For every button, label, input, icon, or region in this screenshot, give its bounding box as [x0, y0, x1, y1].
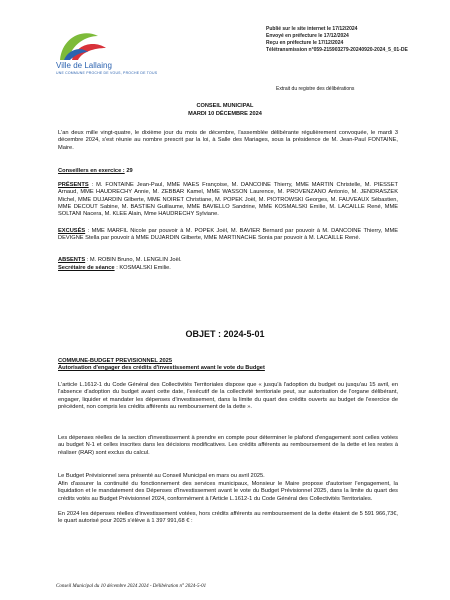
- excuses-label: EXCUSÉS: [58, 228, 86, 234]
- register-extract-label: Extrait du registre des délibérations: [276, 86, 355, 92]
- council-header: [0, 102, 450, 118]
- presents-label: PRÉSENTS: [58, 182, 89, 188]
- secretaire-label: Secrétaire de séance: [58, 265, 115, 271]
- absents-label: ABSENTS: [58, 257, 86, 263]
- stamp-line-transmission: Télétransmission n°059-215903279-20240920-2024_5_01-DE: [266, 47, 408, 53]
- council-date: MARDI 10 DÉCEMBRE 2024: [188, 111, 262, 117]
- city-logo: [52, 26, 112, 94]
- subject-subtitle: Autorisation d'engager des crédits d'investissement avant le vote du Budget: [58, 365, 265, 372]
- stamp-line-received: Reçu en préfecture le 17/12/2024: [266, 40, 344, 46]
- intro-paragraph: L'an deux mille vingt-quatre, le dixième jour du mois de décembre, l'assemblée délibérante régulièrement convoquée, le mardi 3 décembre 2024, s'est réunie au nombre prescrit par la loi, à Salle des Mariages, sous la présidence de M. Jean-Paul FONTAINE, Maire.: [58, 130, 398, 151]
- logo-tagline: UNE COMMUNE PROCHE DE VOUS, PROCHE DE TOUS: [56, 71, 158, 75]
- subject-block: [58, 358, 398, 373]
- presents-paragraph: [58, 182, 398, 218]
- excuses-paragraph: [58, 228, 398, 243]
- excuses-text: : MME MARFIL Nicole par pouvoir à M. POPEK Joël, M. BAVIER Bernard par pouvoir à M. DANCOINE Thierry, MME DEVIGNE Stella par pouvoir à MME DUJARDIN Gilberte, MME MARTINACHE Sonia par pouvoir à M. LACAILLE René.: [58, 228, 398, 242]
- amount-paragraph: En 2024 les dépenses réelles d'investissement votées, hors crédits afférents au remboursement de la dette étaient de 5 591 966,73€, le quart autorisé pour 2025 s'élève à 1 397 991,68 € :: [58, 511, 398, 525]
- logo-city-name: Ville de Lallaing: [56, 61, 112, 70]
- absents-text: : M. ROBIN Bruno, M. LENGLIN Joël.: [85, 257, 182, 263]
- continuity-paragraph: Afin d'assurer la continuité du fonctionnement des services municipaux, Monsieur le Maire propose d'autoriser l'engagement, la liquidation et le mandatement des Dépenses d'Investissement avant le vote du Budget Prévisionnel 2025, dans la limite du quart des crédits votés au Budget Prévisionnel 2024, conformément à l'Article L.1612-1 du Code Général des Collectivités Territoriales.: [58, 481, 398, 502]
- council-title: CONSEIL MUNICIPAL: [196, 103, 254, 109]
- stamp-line-published: Publié sur le site internet le 17/12/2024: [266, 26, 358, 32]
- conseillers-count: 29: [126, 168, 133, 174]
- secretaire-text: : KOSMALSKI Emilie.: [114, 265, 171, 271]
- absents-line: [58, 257, 398, 264]
- transmission-stamp: [266, 26, 408, 54]
- conseillers-line: [58, 168, 398, 175]
- page-footer: Conseil Municipal du 10 décembre 2024 2024 - Délibération n° 2024-5-01: [56, 584, 207, 589]
- stamp-line-sent: Envoyé en préfecture le 17/12/2024: [266, 33, 349, 39]
- secretaire-line: [58, 265, 398, 272]
- depenses-paragraph: Les dépenses réelles de la section d'investissement à prendre en compte pour déterminer le plafond d'engagement sont celles votées au budget N-1 et celles inscrites dans les décisions modificatives. Les crédits afférents au remboursement de la dette et les restes à réaliser (RAR) sont exclus du calcul.: [58, 435, 398, 456]
- presents-text: : M. FONTAINE Jean-Paul, MME MAES Françoise, M. DANCOINE Thierry, MME MARTIN Christelle, M. PIESSET Arnaud, MME HAUDRECHY Annie, M. ZEBBAR Kamel, MME WASSON Laurence, M. PROVENZANO Antonio, M. JENDRASZEK Michel, MME DUJARDIN Gilberte, MME NOIRET Christiane, M. POPEK Joël, M. PIOTROWSKI Georges, M. FAUVEAUX Sébastien, MME DECOUT Sabine, M. BASTIEN Guillaume, MME BAVIELLO Sandrine, MME KOSMALSKI Emilie, M. LACAILLE René, MME SOLTANI Nacera, M. KLEE Alain, Mme HAUDRECHY Sylviane.: [58, 182, 398, 218]
- conseillers-label: Conseillers en exercice :: [58, 168, 125, 174]
- subject-title: COMMUNE-BUDGET PREVISIONNEL 2025: [58, 358, 172, 364]
- objet-heading: OBJET : 2024-5-01: [185, 329, 265, 339]
- budget-presentation-line: Le Budget Prévisionnel sera présenté au Conseil Municipal en mars ou avril 2025.: [58, 473, 265, 479]
- article-paragraph: L'article L.1612-1 du Code Général des Collectivités Territoriales dispose que « jusqu'à l'adoption du budget ou jusqu'au 15 avril, en l'absence d'adoption du budget avant cette date, l'exécutif de la collectivité territoriale peut, sur autorisation de l'organe délibérant, engager, liquider et mandater les dépenses d'investissement, dans la limite du quart des crédits ouverts au budget de l'exercice de précédent, non compris les crédits afférents au remboursement de la dette ».: [58, 382, 398, 410]
